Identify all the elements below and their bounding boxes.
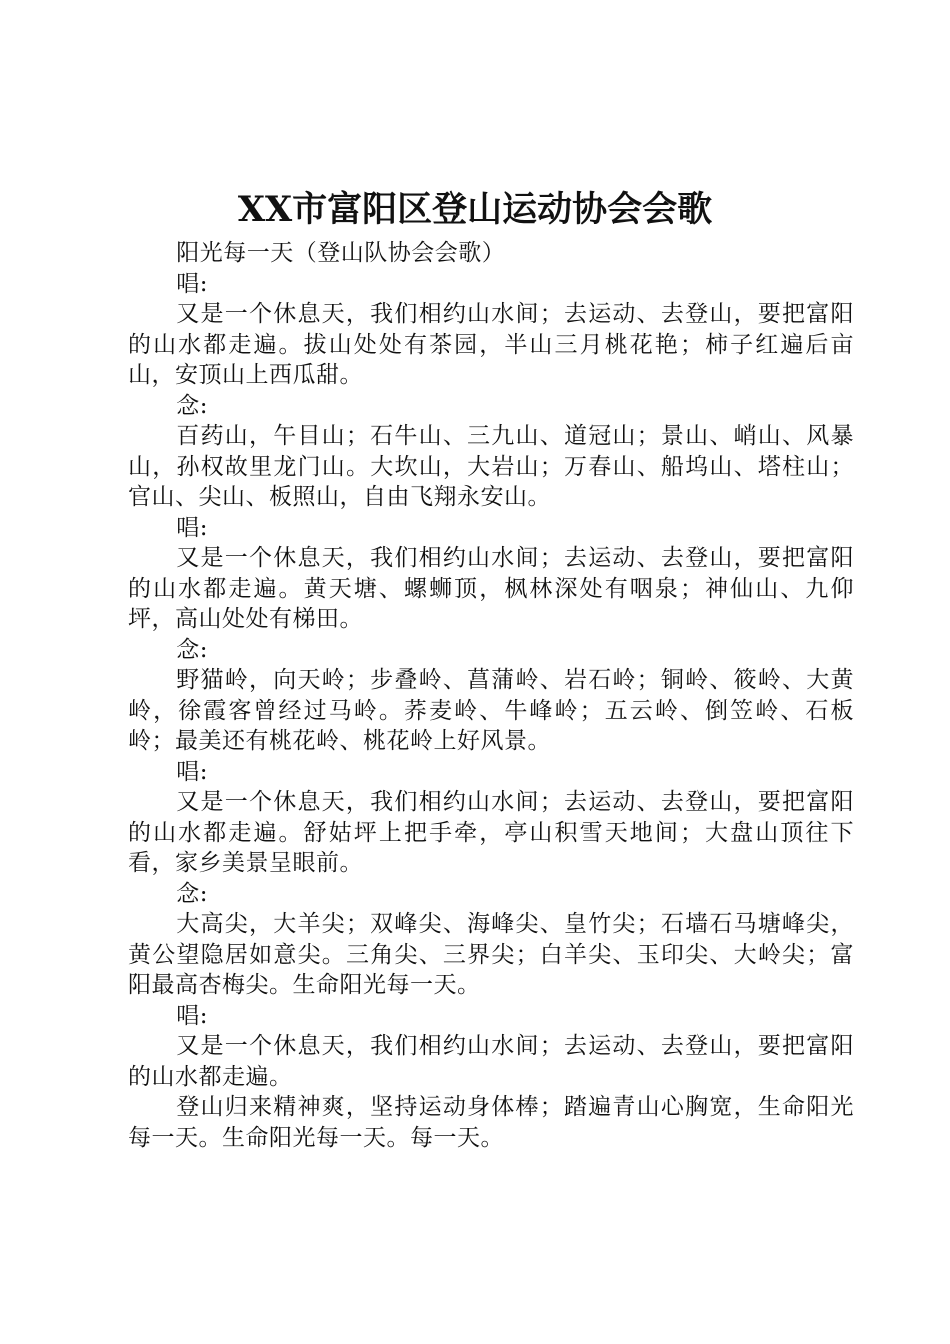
section-marker-sing: 唱: — [176, 1002, 209, 1029]
lyric-paragraph: 又是一个休息天，我们相约山水间；去运动、去登山，要把富阳的山水都走遍。黄天塘、螺蛳顶，枫林深处有咽泉；神仙山、九仰坪，高山处处有梯田。 — [128, 545, 854, 632]
lyric-paragraph: 百药山，午目山；石牛山、三九山、道冠山；景山、峭山、风暴山，孙权故里龙门山。大坎山，大岩山；万春山、船坞山、塔柱山；官山、尖山、板照山，自由飞翔永安山。 — [128, 423, 854, 510]
section-marker-recite: 念: — [176, 880, 209, 907]
section-marker-sing: 唱: — [176, 758, 209, 785]
section-marker-recite: 念: — [176, 636, 209, 663]
section-marker-sing: 唱: — [176, 514, 209, 541]
lyric-paragraph: 登山归来精神爽，坚持运动身体棒；踏遍青山心胸宽，生命阳光每一天。生命阳光每一天。每一天。 — [128, 1094, 854, 1151]
document-title: XX市富阳区登山运动协会会歌 — [237, 189, 713, 230]
lyric-paragraph: 大高尖，大羊尖；双峰尖、海峰尖、皇竹尖；石墙石马塘峰尖，黄公望隐居如意尖。三角尖、三界尖；白羊尖、玉印尖、大岭尖；富阳最高杏梅尖。生命阳光每一天。 — [128, 911, 854, 998]
section-marker-recite: 念: — [176, 392, 209, 419]
lyric-paragraph: 野猫岭，向天岭；步叠岭、菖蒲岭、岩石岭；铜岭、筱岭、大黄岭，徐霞客曾经过马岭。荞麦岭、牛峰岭；五云岭、倒笠岭、石板岭；最美还有桃花岭、桃花岭上好风景。 — [128, 667, 854, 754]
section-marker-sing: 唱: — [176, 270, 209, 297]
lyrics-body — [128, 238, 854, 1153]
lyric-paragraph: 又是一个休息天，我们相约山水间；去运动、去登山，要把富阳的山水都走遍。 — [128, 1033, 854, 1090]
song-subtitle: 阳光每一天（登山队协会会歌） — [176, 240, 506, 266]
lyric-paragraph: 又是一个休息天，我们相约山水间；去运动、去登山，要把富阳的山水都走遍。舒姑坪上把手牵，亭山积雪天地间；大盘山顶往下看，家乡美景呈眼前。 — [128, 789, 854, 876]
lyric-paragraph: 又是一个休息天，我们相约山水间；去运动、去登山，要把富阳的山水都走遍。拔山处处有茶园，半山三月桃花艳；柿子红遍后亩山，安顶山上西瓜甜。 — [128, 301, 854, 388]
